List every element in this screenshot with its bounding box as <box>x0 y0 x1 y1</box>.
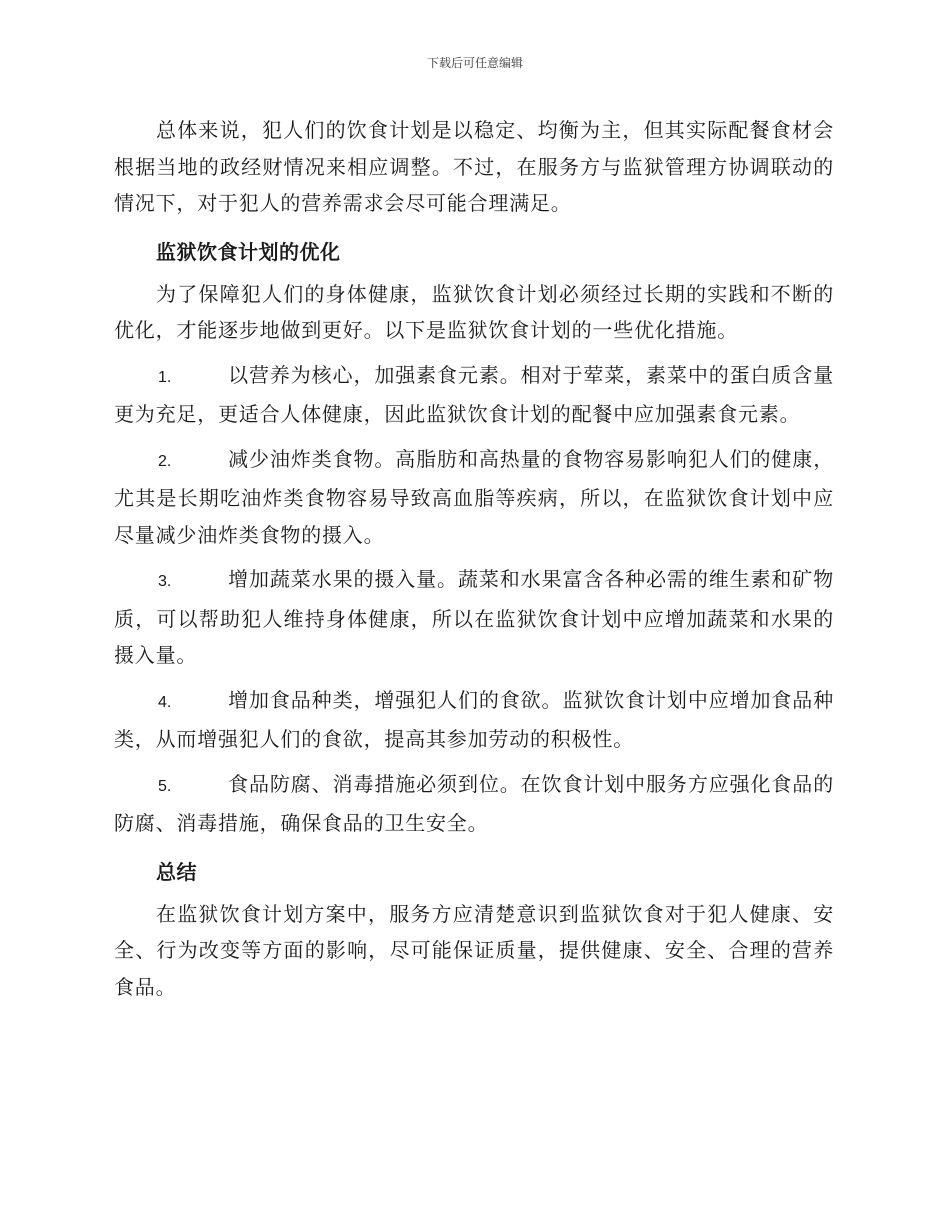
summary-paragraph: 在监狱饮食计划方案中，服务方应清楚意识到监狱饮食对于犯人健康、安全、行为改变等方面的影响，尽可能保证质量，提供健康、安全、合理的营养食品。 <box>114 901 834 999</box>
page-header: 下载后可任意编辑 <box>426 56 523 70</box>
optimization-lead-paragraph: 为了保障犯人们的身体健康，监狱饮食计划必须经过长期的实践和不断的优化，才能逐步地做到更好。以下是监狱饮食计划的一些优化措施。 <box>114 281 834 342</box>
list-item-text: 减少油炸类食物。高脂肪和高热量的食物容易影响犯人们的健康，尤其是长期吃油炸类食物容易导致高血脂等疾病，所以，在监狱饮食计划中应尽量减少油炸类食物的摄入。 <box>114 446 834 547</box>
list-item-number: 2. <box>158 452 172 470</box>
section-heading-optimization: 监狱饮食计划的优化 <box>156 239 341 264</box>
list-item <box>114 441 834 554</box>
list-item <box>114 682 834 758</box>
list-item-text: 以营养为核心，加强素食元素。相对于荤菜，素菜中的蛋白质含量更为充足，更适合人体健康，因此监狱饮食计划的配餐中应加强素食元素。 <box>114 362 834 426</box>
list-item-text: 食品防腐、消毒措施必须到位。在饮食计划中服务方应强化食品的防腐、消毒措施，确保食品的卫生安全。 <box>114 771 834 835</box>
list-item <box>114 357 834 433</box>
intro-paragraph: 总体来说，犯人们的饮食计划是以稳定、均衡为主，但其实际配餐食材会根据当地的政经财情况来相应调整。不过，在服务方与监狱管理方协调联动的情况下，对于犯人的营养需求会尽可能合理满足。 <box>114 118 834 215</box>
list-item-text: 增加食品种类，增强犯人们的食欲。监狱饮食计划中应增加食品种类，从而增强犯人们的食欲，提高其参加劳动的积极性。 <box>114 687 834 751</box>
list-item-number: 3. <box>158 573 172 590</box>
list-item-number: 5. <box>158 777 172 795</box>
section-heading-summary: 总结 <box>156 859 197 884</box>
list-item-text: 增加蔬菜水果的摄入量。蔬菜和水果富含各种必需的维生素和矿物质，可以帮助犯人维持身体健康，所以在监狱饮食计划中应增加蔬菜和水果的摄入量。 <box>114 567 834 667</box>
list-item <box>114 561 834 674</box>
list-item-number: 1. <box>158 368 172 386</box>
list-item-number: 4. <box>158 693 172 711</box>
document-body <box>114 112 834 1005</box>
list-item <box>114 766 834 842</box>
